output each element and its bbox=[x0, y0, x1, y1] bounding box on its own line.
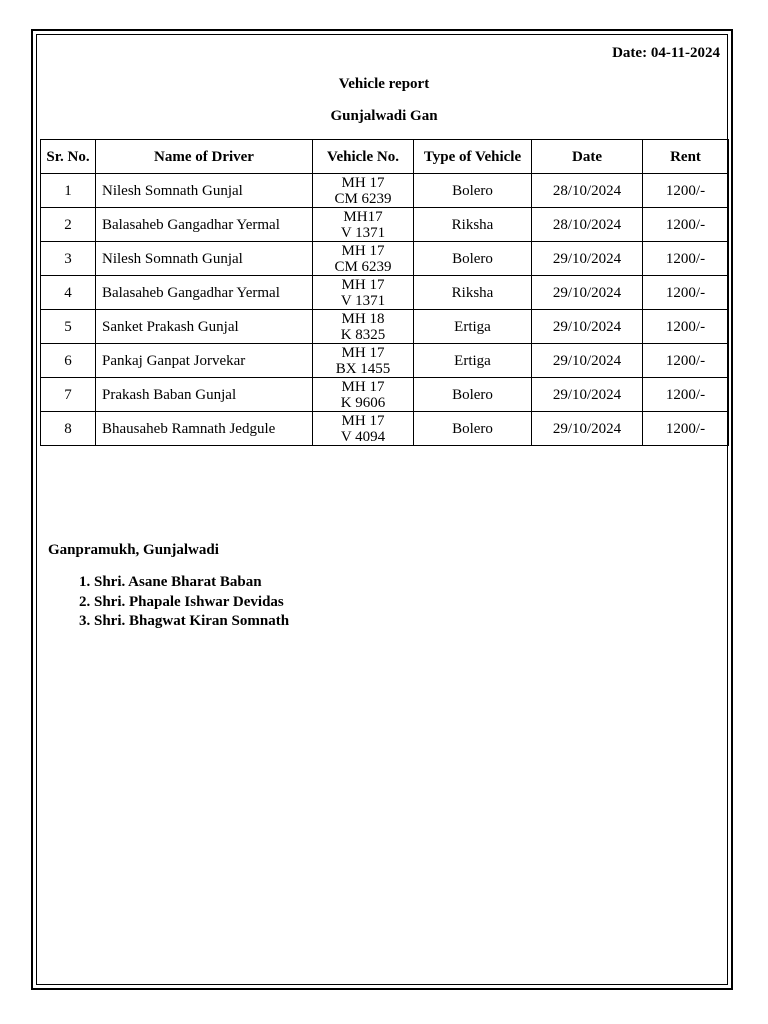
report-date: Date: 04-11-2024 bbox=[612, 45, 720, 61]
sr-no-cell: 8 bbox=[41, 412, 96, 446]
vehicle-no-line2: CM 6239 bbox=[334, 258, 392, 275]
table-body bbox=[41, 174, 729, 446]
table-row bbox=[41, 276, 729, 310]
date-cell: 29/10/2024 bbox=[532, 344, 643, 378]
vehicle-type-cell: Bolero bbox=[414, 174, 532, 208]
sr-no-cell: 5 bbox=[41, 310, 96, 344]
driver-name-cell: Nilesh Somnath Gunjal bbox=[96, 174, 313, 208]
column-header-date: Date bbox=[532, 140, 643, 174]
column-header-vehicle-type: Type of Vehicle bbox=[414, 140, 532, 174]
rent-cell: 1200/- bbox=[643, 208, 729, 242]
vehicle-no-line2: V 4094 bbox=[340, 428, 386, 445]
sr-no-cell: 1 bbox=[41, 174, 96, 208]
vehicle-no-cell bbox=[313, 174, 414, 208]
vehicle-no-line1: MH 17 bbox=[341, 344, 385, 361]
sr-no-cell: 2 bbox=[41, 208, 96, 242]
table-row bbox=[41, 208, 729, 242]
column-header-vehicle-no: Vehicle No. bbox=[313, 140, 414, 174]
vehicle-no-line1: MH 17 bbox=[341, 174, 385, 191]
vehicle-no-cell bbox=[313, 378, 414, 412]
sr-no-cell: 6 bbox=[41, 344, 96, 378]
date-cell: 28/10/2024 bbox=[532, 208, 643, 242]
driver-name-cell: Balasaheb Gangadhar Yermal bbox=[96, 208, 313, 242]
vehicle-no-line2: BX 1455 bbox=[335, 360, 391, 377]
vehicle-type-cell: Bolero bbox=[414, 242, 532, 276]
table-row bbox=[41, 412, 729, 446]
vehicle-report-table bbox=[40, 139, 729, 446]
vehicle-no-line2: V 1371 bbox=[340, 224, 386, 241]
vehicle-no-line2: K 8325 bbox=[340, 326, 386, 343]
driver-name-cell: Nilesh Somnath Gunjal bbox=[96, 242, 313, 276]
column-header-sr-no: Sr. No. bbox=[41, 140, 96, 174]
vehicle-no-cell bbox=[313, 344, 414, 378]
table-row bbox=[41, 242, 729, 276]
vehicle-no-cell bbox=[313, 208, 414, 242]
driver-name-cell: Pankaj Ganpat Jorvekar bbox=[96, 344, 313, 378]
vehicle-no-cell bbox=[313, 242, 414, 276]
date-cell: 29/10/2024 bbox=[532, 242, 643, 276]
report-title: Vehicle report bbox=[338, 76, 430, 92]
table-header-row bbox=[41, 140, 729, 174]
date-cell: 29/10/2024 bbox=[532, 276, 643, 310]
rent-cell: 1200/- bbox=[643, 378, 729, 412]
vehicle-type-cell: Bolero bbox=[414, 378, 532, 412]
committee-member-list bbox=[48, 573, 289, 632]
vehicle-type-cell: Riksha bbox=[414, 276, 532, 310]
vehicle-type-cell: Ertiga bbox=[414, 344, 532, 378]
rent-cell: 1200/- bbox=[643, 344, 729, 378]
vehicle-no-line1: MH17 bbox=[343, 208, 383, 225]
sr-no-cell: 4 bbox=[41, 276, 96, 310]
vehicle-no-line1: MH 17 bbox=[341, 242, 385, 259]
committee-heading: Ganpramukh, Gunjalwadi bbox=[48, 542, 219, 558]
rent-cell: 1200/- bbox=[643, 310, 729, 344]
driver-name-cell: Balasaheb Gangadhar Yermal bbox=[96, 276, 313, 310]
rent-cell: 1200/- bbox=[643, 242, 729, 276]
driver-name-cell: Bhausaheb Ramnath Jedgule bbox=[96, 412, 313, 446]
vehicle-no-cell bbox=[313, 276, 414, 310]
vehicle-no-cell bbox=[313, 310, 414, 344]
table-header bbox=[41, 140, 729, 174]
table-row bbox=[41, 174, 729, 208]
table-row bbox=[41, 378, 729, 412]
report-subtitle: Gunjalwadi Gan bbox=[330, 108, 438, 124]
rent-cell: 1200/- bbox=[643, 276, 729, 310]
sr-no-cell: 3 bbox=[41, 242, 96, 276]
driver-name-cell: Sanket Prakash Gunjal bbox=[96, 310, 313, 344]
date-cell: 28/10/2024 bbox=[532, 174, 643, 208]
driver-name-cell: Prakash Baban Gunjal bbox=[96, 378, 313, 412]
vehicle-no-line1: MH 18 bbox=[341, 310, 385, 327]
date-cell: 29/10/2024 bbox=[532, 310, 643, 344]
vehicle-type-cell: Riksha bbox=[414, 208, 532, 242]
vehicle-no-line1: MH 17 bbox=[341, 276, 385, 293]
vehicle-type-cell: Ertiga bbox=[414, 310, 532, 344]
vehicle-type-cell: Bolero bbox=[414, 412, 532, 446]
vehicle-no-line2: CM 6239 bbox=[334, 190, 392, 207]
column-header-driver: Name of Driver bbox=[96, 140, 313, 174]
rent-cell: 1200/- bbox=[643, 412, 729, 446]
vehicle-no-line2: K 9606 bbox=[340, 394, 386, 411]
table-row bbox=[41, 344, 729, 378]
column-header-rent: Rent bbox=[643, 140, 729, 174]
vehicle-no-line1: MH 17 bbox=[341, 378, 385, 395]
committee-member: 3. Shri. Bhagwat Kiran Somnath bbox=[94, 612, 289, 632]
sr-no-cell: 7 bbox=[41, 378, 96, 412]
vehicle-no-line1: MH 17 bbox=[341, 412, 385, 429]
committee-member: 1. Shri. Asane Bharat Baban bbox=[94, 573, 289, 593]
date-cell: 29/10/2024 bbox=[532, 412, 643, 446]
table-row bbox=[41, 310, 729, 344]
vehicle-no-line2: V 1371 bbox=[340, 292, 386, 309]
rent-cell: 1200/- bbox=[643, 174, 729, 208]
date-cell: 29/10/2024 bbox=[532, 378, 643, 412]
committee-member: 2. Shri. Phapale Ishwar Devidas bbox=[94, 593, 289, 613]
vehicle-no-cell bbox=[313, 412, 414, 446]
